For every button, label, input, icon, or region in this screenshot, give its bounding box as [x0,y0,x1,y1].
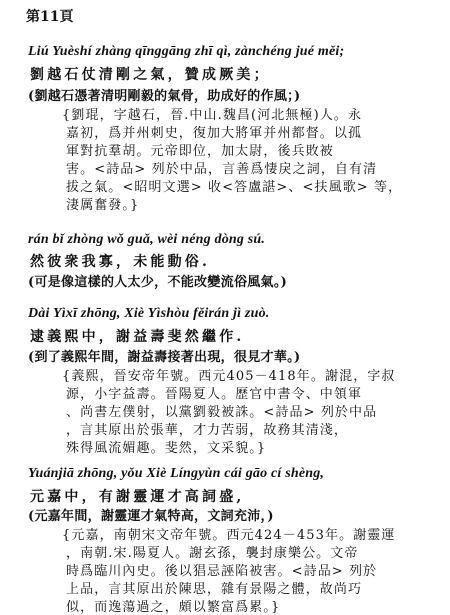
annotation-line: 害。<詩品> 列於中品，言善爲悽戾之詞，自有清 [66,162,378,177]
pinyin-line-1: Liú Yuèshí zhàng qīnggāng zhī qì, zànchéng jué měi; [28,44,345,59]
chinese-line-2: 然彼衆我寡，未能動俗. [30,254,211,270]
annotation-line: 似，而逸蕩過之，頗以繁富爲累。} [66,600,281,615]
annotation-line: 殊得風流媚趣。斐然，文采貌。} [66,441,267,456]
annotation-line: ，南朝.宋.陽夏人。謝玄孫，襲封康樂公。文帝 [66,546,359,561]
chinese-line-1: 劉越石仗清剛之氣，贊成厥美； [30,67,271,83]
annotation-line: 拔之氣。<昭明文選> 收<答盧諶>、<扶風歌> 等， [66,180,403,195]
pinyin-line-2: rán bǐ zhòng wǒ guǎ, wèi néng dòng sú. [28,232,266,247]
annotation-line: 上品，言其原出於陳思，雜有景陽之體，故尚巧 [66,582,363,597]
chinese-line-3: 逮義熙中，謝益壽斐然繼作. [30,329,245,345]
annotation-line: {元嘉，南朝宋文帝年號。西元424－453年。謝靈運 [62,528,396,543]
annotation-line: {劉琨，字越石，晉.中山.魏昌(河北無極)人。永 [62,108,363,123]
annotation-line: 軍對抗羣胡。元帝即位，加太尉，後兵敗被 [66,144,334,159]
annotation-line: {義熙，晉安帝年號。西元405－418年。謝混，字叔 [62,369,396,384]
translation-line-1: (劉越石憑著清明剛毅的氣骨，助成好的作風；) [28,89,301,104]
pinyin-line-4: Yuánjiā zhōng, yǒu Xiè Língyùn cái gāo cí shèng, [28,466,325,481]
pinyin-line-3: Dài Yìxī zhōng, Xiè Yìshòu fěirán jì zuò. [28,306,270,321]
translation-line-4: (元嘉年間，謝靈運才氣特高，文詞充沛，) [28,509,274,524]
annotation-line: 時爲臨川內史。後以猖忌誣陷被害。<詩品> 列於 [66,564,378,579]
annotation-line: 源，小字益壽。晉陽夏人。歷官中書令、中領軍 [66,387,363,402]
translation-line-2: (可是像這樣的人太少，不能改變流俗風氣。) [28,275,288,290]
annotation-line: 嘉初，爲并州刺史，復加大將軍并州都督。以孤 [66,126,363,141]
page-number-header: 第11頁 [26,9,74,25]
translation-line-3: (到了義熙年間，謝益壽接著出現，很見才華。) [28,350,301,365]
annotation-line: 淒厲奮發。} [66,198,140,213]
chinese-line-4: 元嘉中，有謝靈運才高詞盛, [30,489,245,505]
annotation-line: ，言其原出於張華，才力苦弱，故務其清淺， [66,423,349,438]
annotation-line: 、尚書左僕射，以黨劉毅被誅。<詩品> 列於中品 [66,405,378,420]
